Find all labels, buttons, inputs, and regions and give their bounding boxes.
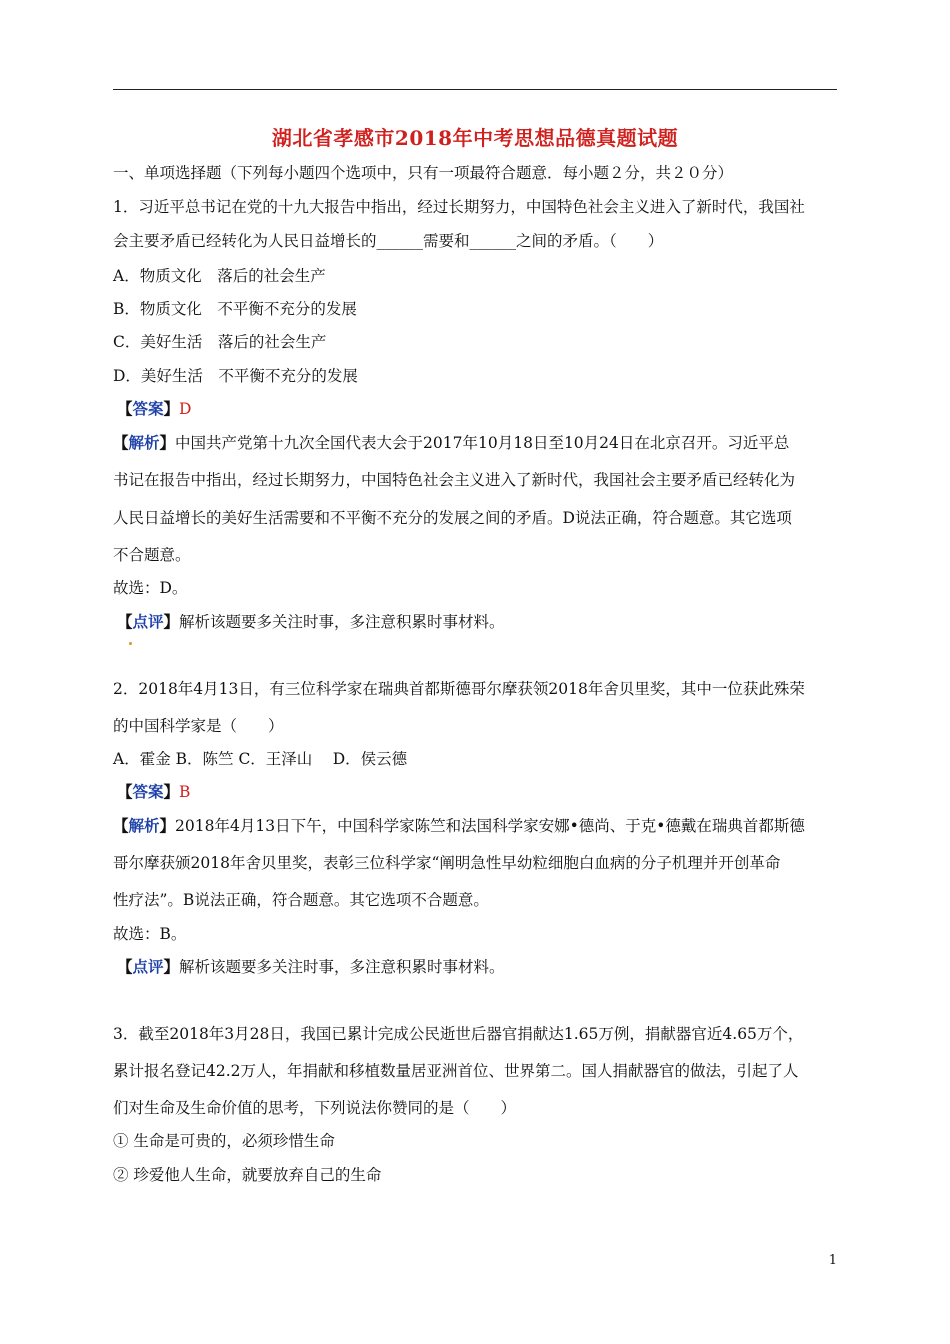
q3-statement-1: ① 生命是可贵的，必须珍惜生命 (113, 1132, 335, 1150)
q1-analysis-line-4: 不合题意。 (113, 546, 191, 564)
answer-label: 答案 (132, 399, 164, 418)
bracket-open: 【 (117, 399, 133, 418)
q3-statement-2: ② 珍爱他人生命，就要放弃自己的生命 (113, 1166, 382, 1184)
q2-analysis-line-1 (113, 816, 805, 836)
q1-option-c: C．美好生活 落后的社会生产 (113, 333, 327, 351)
header-rule (113, 89, 837, 90)
bracket-open: 【 (113, 816, 129, 835)
q2-stem-line-1: 2．2018年4月13日，有三位科学家在瑞典首都斯德哥尔摩获领2018年舍贝里奖，其中一位获此殊荣 (113, 680, 805, 698)
q2-answer-row (117, 782, 190, 802)
q1-analysis-line-1 (113, 433, 789, 453)
page-number: 1 (828, 1253, 837, 1268)
q1-choice: 故选：D。 (113, 579, 188, 597)
q2-analysis-line-2: 哥尔摩获颁2018年舍贝里奖，表彰三位科学家“阐明急性早幼粒细胞白血病的分子机理并开创革命 (113, 854, 781, 872)
bracket-open: 【 (117, 612, 133, 631)
bracket-open: 【 (117, 957, 133, 976)
q2-choice: 故选：B。 (113, 925, 187, 943)
q2-comment-text: 解析该题要多关注时事，多注意积累时事材料。 (179, 958, 505, 976)
bracket-close: 】 (163, 612, 180, 631)
q3-stem-line-2: 累计报名登记42.2万人，年捐献和移植数量居亚洲首位、世界第二。国人捐献器官的做法，引起了人 (113, 1062, 799, 1080)
q1-comment-row (117, 612, 505, 632)
q1-option-a: A．物质文化 落后的社会生产 (113, 267, 326, 285)
bracket-close: 】 (159, 433, 176, 452)
q1-analysis-line-2: 书记在报告中指出，经过长期努力，中国特色社会主义进入了新时代，我国社会主要矛盾已经转化为 (113, 471, 796, 489)
comment-label: 点评 (132, 957, 164, 976)
q1-option-d: D．美好生活 不平衡不充分的发展 (113, 367, 358, 385)
q1-comment-text: 解析该题要多关注时事，多注意积累时事材料。 (179, 613, 505, 631)
q1-stem-line-1: 1．习近平总书记在党的十九大报告中指出，经过长期努力，中国特色社会主义进入了新时代，我国社 (113, 198, 805, 216)
q1-analysis-text: 中国共产党第十九次全国代表大会于2017年10月18日至10月24日在北京召开。习近平总 (175, 434, 790, 452)
q1-option-b: B．物质文化 不平衡不充分的发展 (113, 300, 357, 318)
section-heading: 一、单项选择题（下列每小题四个选项中，只有一项最符合题意．每小题２分，共２０分） (113, 164, 734, 182)
analysis-label: 解析 (128, 433, 160, 452)
bracket-open: 【 (117, 782, 133, 801)
comment-label: 点评 (132, 612, 164, 631)
bracket-close: 】 (163, 957, 180, 976)
q2-analysis-text: 2018年4月13日下午，中国科学家陈竺和法国科学家安娜•德尚、于克•德戴在瑞典首都斯德 (175, 817, 805, 835)
answer-label: 答案 (132, 782, 164, 801)
page-title: 湖北省孝感市2018年中考思想品德真题试题 (271, 126, 679, 150)
bracket-open: 【 (113, 433, 129, 452)
scan-mark (129, 642, 132, 645)
bracket-close: 】 (159, 816, 176, 835)
q3-stem-line-3: 们对生命及生命价值的思考，下列说法你赞同的是（ ） (113, 1099, 517, 1117)
q2-stem-line-2: 的中国科学家是（ ） (113, 717, 284, 735)
q2-options: A．霍金 B．陈竺 C．王泽山 D．侯云德 (113, 750, 408, 768)
q2-answer-value: B (179, 783, 191, 801)
q1-answer-value: D (179, 400, 192, 418)
q2-comment-row (117, 957, 505, 977)
analysis-label: 解析 (128, 816, 160, 835)
q1-analysis-line-3: 人民日益增长的美好生活需要和不平衡不充分的发展之间的矛盾。D说法正确，符合题意。其它选项 (113, 509, 792, 527)
bracket-close: 】 (163, 782, 180, 801)
q2-analysis-line-3: 性疗法”。B说法正确，符合题意。其它选项不合题意。 (113, 891, 489, 909)
q3-stem-line-1: 3．截至2018年3月28日，我国已累计完成公民逝世后器官捐献达1.65万例，捐献器官近4.65万个， (113, 1025, 804, 1043)
q1-stem-line-2: 会主要矛盾已经转化为人民日益增长的______需要和______之间的矛盾。（ ） (113, 232, 664, 250)
bracket-close: 】 (163, 399, 180, 418)
q1-answer-row (117, 399, 191, 419)
